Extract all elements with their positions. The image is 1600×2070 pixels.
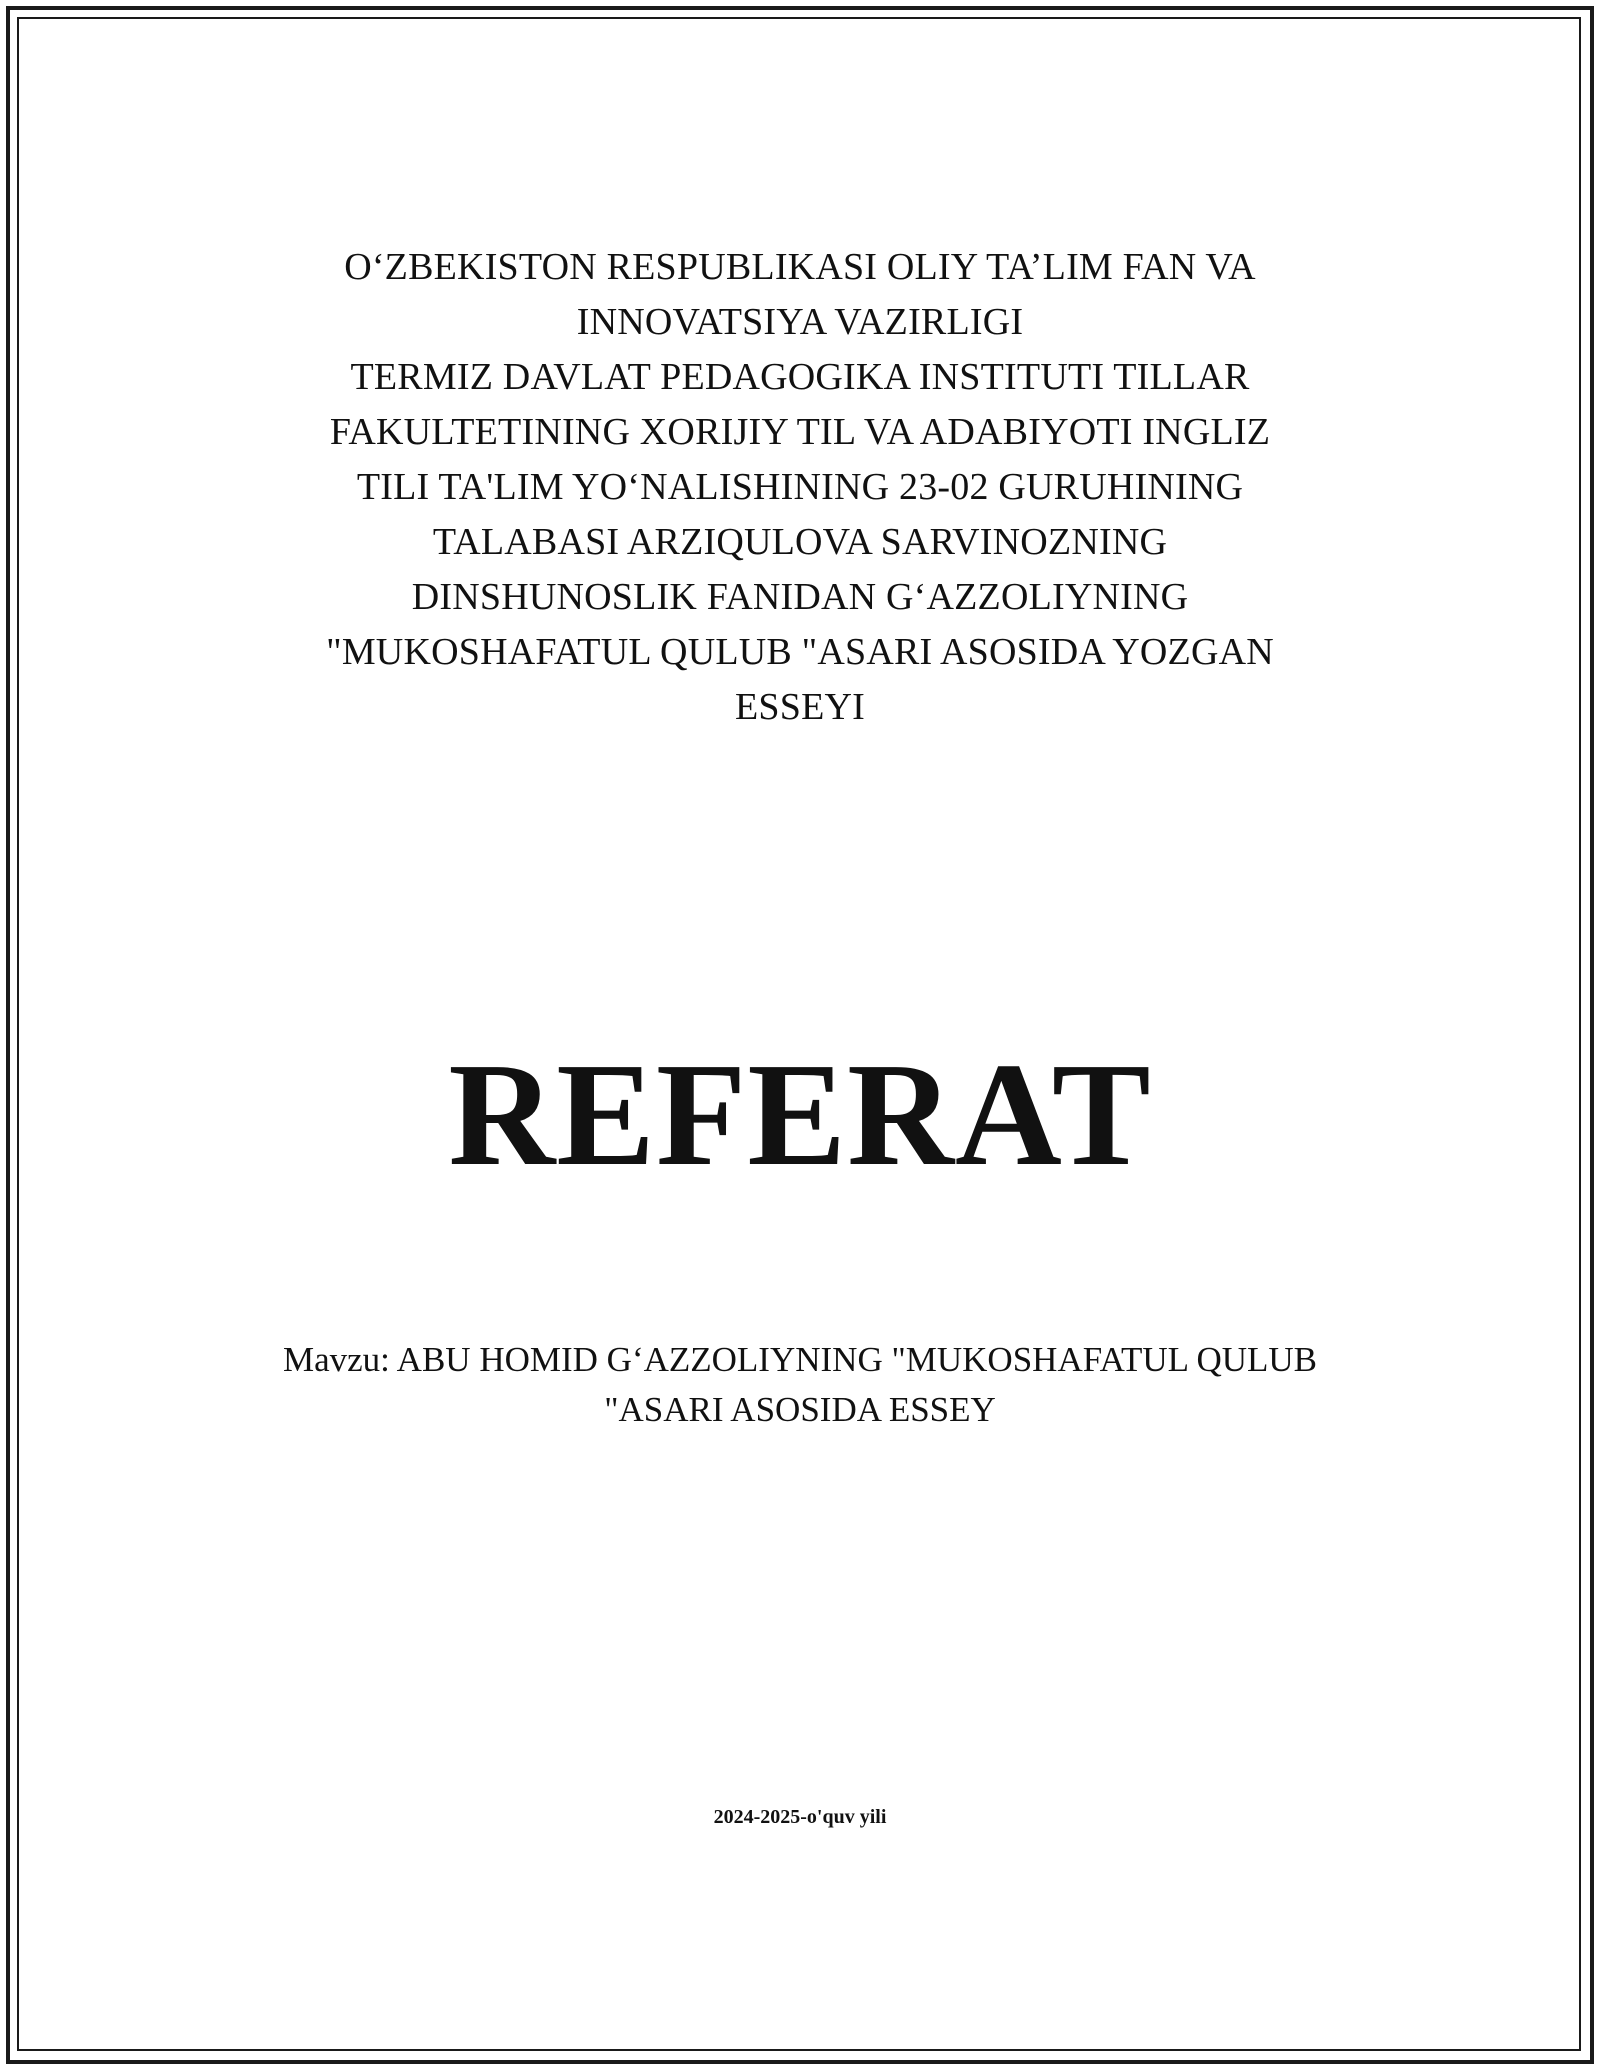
header-line: INNOVATSIYA VAZIRLIGI [576,301,1024,343]
topic-statement [200,1335,1400,1435]
header-line: ESSEYI [735,686,865,728]
header-line: "MUKOSHAFATUL QULUB "ASARI ASOSIDA YOZGAN [326,631,1274,673]
header-line: TILI TA'LIM YO‘NALISHINING 23-02 GURUHINING [356,466,1244,508]
header-line: TALABASI ARZIQULOVA SARVINOZNING [432,521,1168,563]
topic-line: Mavzu: ABU HOMID G‘AZZOLIYNING "MUKOSHAFATUL QULUB [282,1340,1318,1379]
header-line: TERMIZ DAVLAT PEDAGOGIKA INSTITUTI TILLAR [350,356,1250,398]
academic-year: 2024-2025-o'quv yili [713,1806,887,1828]
institution-header [240,240,1360,735]
header-line: O‘ZBEKISTON RESPUBLIKASI OLIY TA’LIM FAN VA [344,246,1256,288]
topic-line: "ASARI ASOSIDA ESSEY [604,1390,996,1429]
header-line: DINSHUNOSLIK FANIDAN G‘AZZOLIYNING [411,576,1189,618]
header-line: FAKULTETINING XORIJIY TIL VA ADABIYOTI INGLIZ [329,411,1271,453]
document-title: REFERAT [448,1033,1152,1197]
